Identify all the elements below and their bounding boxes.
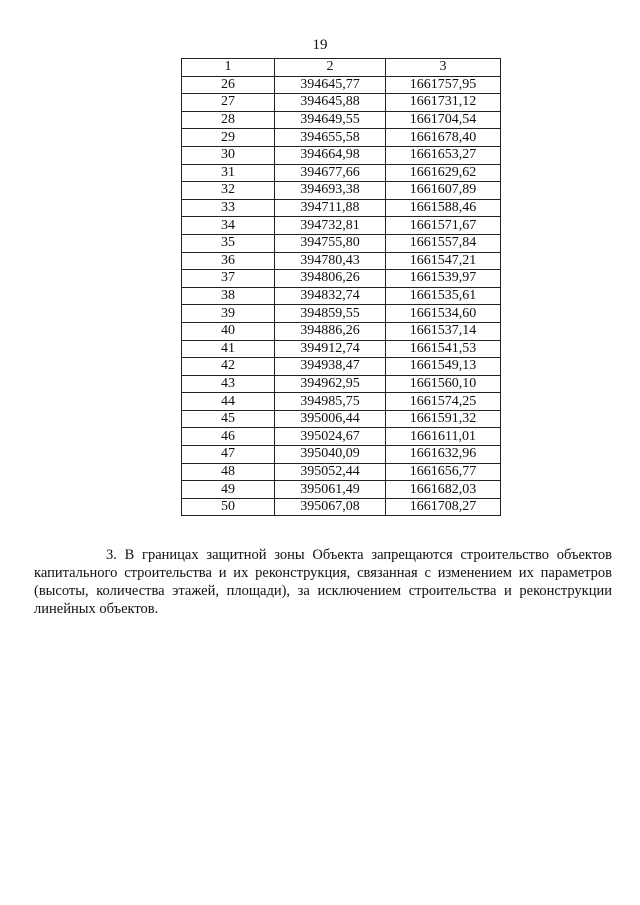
column-header-x: 2: [275, 59, 386, 77]
cell-y-coordinate: 1661757,95: [386, 76, 501, 94]
cell-point-number: 29: [182, 129, 275, 147]
cell-x-coordinate: 395006,44: [275, 410, 386, 428]
table-body: [182, 76, 501, 516]
cell-point-number: 47: [182, 446, 275, 464]
cell-x-coordinate: 394755,80: [275, 234, 386, 252]
table-row: [182, 76, 501, 94]
coordinates-table: [181, 58, 501, 516]
table-row: [182, 305, 501, 323]
cell-point-number: 43: [182, 375, 275, 393]
cell-y-coordinate: 1661534,60: [386, 305, 501, 323]
cell-y-coordinate: 1661678,40: [386, 129, 501, 147]
cell-x-coordinate: 394655,58: [275, 129, 386, 147]
cell-y-coordinate: 1661611,01: [386, 428, 501, 446]
cell-y-coordinate: 1661682,03: [386, 481, 501, 499]
table-row: [182, 234, 501, 252]
cell-y-coordinate: 1661560,10: [386, 375, 501, 393]
cell-point-number: 48: [182, 463, 275, 481]
cell-point-number: 38: [182, 287, 275, 305]
table-row: [182, 182, 501, 200]
table-row: [182, 199, 501, 217]
cell-y-coordinate: 1661549,13: [386, 358, 501, 376]
cell-y-coordinate: 1661731,12: [386, 94, 501, 112]
cell-x-coordinate: 394912,74: [275, 340, 386, 358]
cell-point-number: 28: [182, 111, 275, 129]
cell-y-coordinate: 1661571,67: [386, 217, 501, 235]
table-row: [182, 164, 501, 182]
cell-x-coordinate: 394886,26: [275, 322, 386, 340]
table-row: [182, 340, 501, 358]
table-row: [182, 375, 501, 393]
table-row: [182, 146, 501, 164]
cell-y-coordinate: 1661607,89: [386, 182, 501, 200]
cell-x-coordinate: 394859,55: [275, 305, 386, 323]
cell-x-coordinate: 395040,09: [275, 446, 386, 464]
table-row: [182, 463, 501, 481]
cell-x-coordinate: 394962,95: [275, 375, 386, 393]
cell-y-coordinate: 1661541,53: [386, 340, 501, 358]
cell-x-coordinate: 394985,75: [275, 393, 386, 411]
cell-point-number: 39: [182, 305, 275, 323]
table-row: [182, 410, 501, 428]
cell-point-number: 41: [182, 340, 275, 358]
table-row: [182, 322, 501, 340]
cell-x-coordinate: 394645,88: [275, 94, 386, 112]
cell-x-coordinate: 394677,66: [275, 164, 386, 182]
cell-point-number: 34: [182, 217, 275, 235]
cell-x-coordinate: 395067,08: [275, 498, 386, 516]
table-row: [182, 446, 501, 464]
table-row: [182, 358, 501, 376]
table-row: [182, 481, 501, 499]
table-row: [182, 270, 501, 288]
cell-x-coordinate: 394693,38: [275, 182, 386, 200]
cell-point-number: 50: [182, 498, 275, 516]
table-row: [182, 498, 501, 516]
cell-point-number: 35: [182, 234, 275, 252]
cell-y-coordinate: 1661653,27: [386, 146, 501, 164]
cell-point-number: 42: [182, 358, 275, 376]
page-number: 19: [312, 37, 328, 53]
cell-point-number: 49: [182, 481, 275, 499]
column-header-point: 1: [182, 59, 275, 77]
cell-y-coordinate: 1661704,54: [386, 111, 501, 129]
cell-point-number: 44: [182, 393, 275, 411]
column-header-y: 3: [386, 59, 501, 77]
cell-point-number: 37: [182, 270, 275, 288]
cell-y-coordinate: 1661629,62: [386, 164, 501, 182]
cell-point-number: 40: [182, 322, 275, 340]
table-header-row: [182, 59, 501, 77]
cell-y-coordinate: 1661539,97: [386, 270, 501, 288]
cell-x-coordinate: 394664,98: [275, 146, 386, 164]
cell-y-coordinate: 1661588,46: [386, 199, 501, 217]
cell-y-coordinate: 1661557,84: [386, 234, 501, 252]
cell-point-number: 26: [182, 76, 275, 94]
cell-x-coordinate: 395024,67: [275, 428, 386, 446]
cell-x-coordinate: 394938,47: [275, 358, 386, 376]
cell-point-number: 30: [182, 146, 275, 164]
cell-x-coordinate: 395061,49: [275, 481, 386, 499]
cell-y-coordinate: 1661537,14: [386, 322, 501, 340]
cell-x-coordinate: 394806,26: [275, 270, 386, 288]
cell-point-number: 32: [182, 182, 275, 200]
cell-y-coordinate: 1661632,96: [386, 446, 501, 464]
cell-point-number: 31: [182, 164, 275, 182]
table-row: [182, 287, 501, 305]
cell-y-coordinate: 1661574,25: [386, 393, 501, 411]
cell-x-coordinate: 394732,81: [275, 217, 386, 235]
cell-x-coordinate: 394645,77: [275, 76, 386, 94]
cell-point-number: 36: [182, 252, 275, 270]
cell-y-coordinate: 1661535,61: [386, 287, 501, 305]
cell-y-coordinate: 1661591,32: [386, 410, 501, 428]
restriction-paragraph: 3. В границах защитной зоны Объекта запрещаются строительство объектов капитального строительства и их реконструкция, связанная с изменением их параметров (высоты, количества этажей, площади), за исключением строительства и реконструкции линейных объектов.: [34, 547, 612, 617]
table-row: [182, 111, 501, 129]
table-row: [182, 129, 501, 147]
cell-x-coordinate: 394649,55: [275, 111, 386, 129]
cell-y-coordinate: 1661547,21: [386, 252, 501, 270]
cell-x-coordinate: 394780,43: [275, 252, 386, 270]
cell-point-number: 33: [182, 199, 275, 217]
cell-y-coordinate: 1661708,27: [386, 498, 501, 516]
table-row: [182, 94, 501, 112]
cell-x-coordinate: 395052,44: [275, 463, 386, 481]
cell-y-coordinate: 1661656,77: [386, 463, 501, 481]
cell-point-number: 27: [182, 94, 275, 112]
cell-x-coordinate: 394832,74: [275, 287, 386, 305]
cell-x-coordinate: 394711,88: [275, 199, 386, 217]
table-row: [182, 428, 501, 446]
table-row: [182, 252, 501, 270]
cell-point-number: 46: [182, 428, 275, 446]
cell-point-number: 45: [182, 410, 275, 428]
table-row: [182, 393, 501, 411]
table-row: [182, 217, 501, 235]
